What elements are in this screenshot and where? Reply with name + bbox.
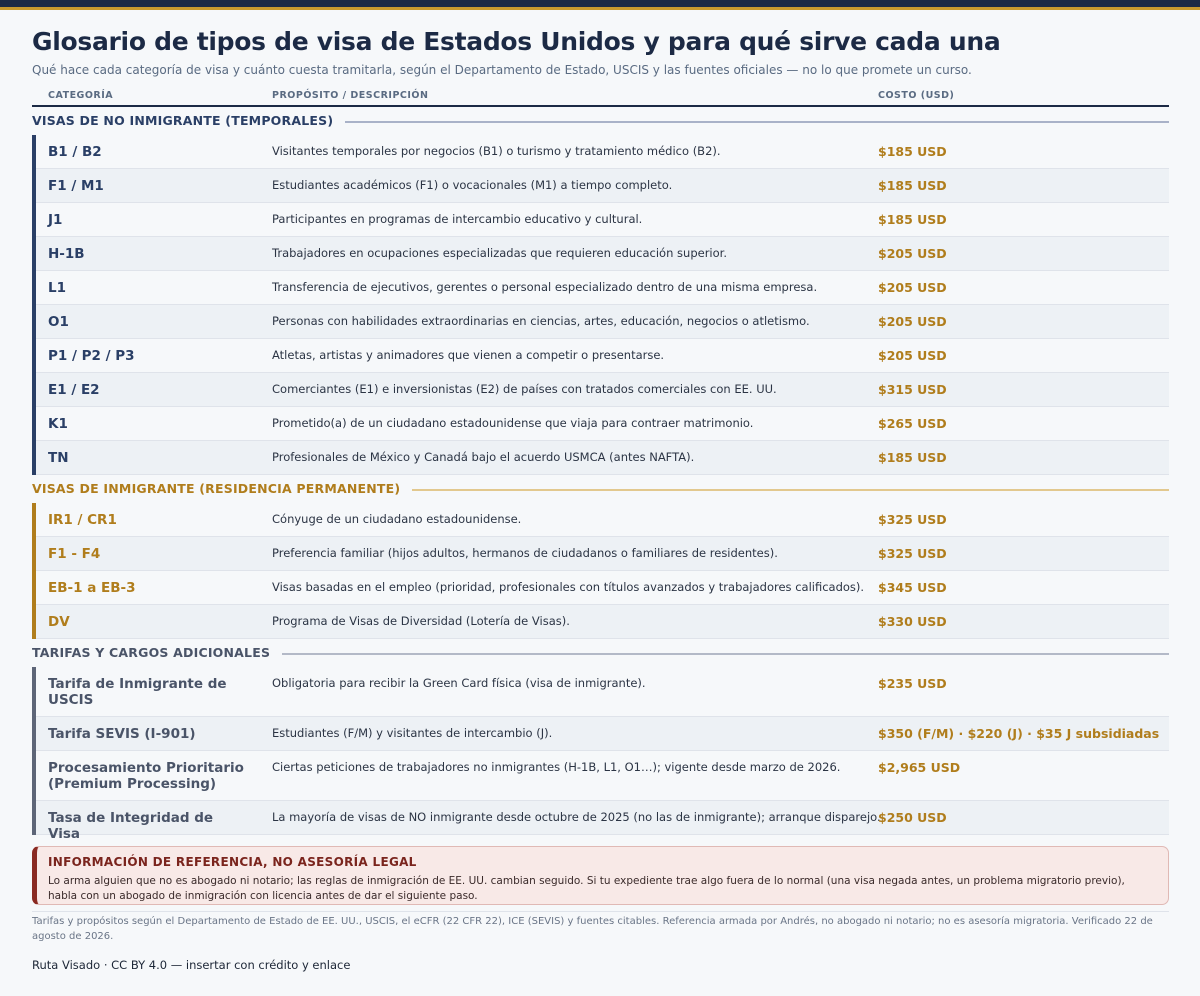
table-row — [36, 537, 1169, 571]
fee-name: Procesamiento Prioritario (Premium Processing) — [48, 760, 244, 792]
visa-cost: $325 USD — [878, 512, 947, 527]
visa-cost: $345 USD — [878, 580, 947, 595]
visa-cost: $185 USD — [878, 144, 947, 159]
visa-cost: $205 USD — [878, 314, 947, 329]
visa-description: Transferencia de ejecutivos, gerentes o personal especializado dentro de una misma empresa. — [272, 280, 818, 294]
visa-description: Prometido(a) de un ciudadano estadounidense que viaja para contraer matrimonio. — [272, 416, 754, 430]
fee-name: Tasa de Integridad de Visa — [48, 810, 214, 842]
fee-cost: $250 USD — [878, 810, 947, 825]
table-row — [36, 667, 1169, 717]
immigrant-group — [32, 503, 1169, 639]
fee-description: Ciertas peticiones de trabajadores no inmigrantes (H-1B, L1, O1…); vigente desde marzo de 2026. — [272, 760, 841, 774]
visa-cost: $205 USD — [878, 348, 947, 363]
table-row — [36, 373, 1169, 407]
visa-description: Estudiantes académicos (F1) o vocacionales (M1) a tiempo completo. — [272, 178, 673, 192]
table-row — [36, 169, 1169, 203]
visa-code: F1 - F4 — [48, 546, 101, 562]
visa-description: Atletas, artistas y animadores que vienen a competir o presentarse. — [272, 348, 665, 362]
table-row — [36, 605, 1169, 639]
fee-cost: $2,965 USD — [878, 760, 961, 775]
visa-cost: $185 USD — [878, 450, 947, 465]
fee-cost: $350 (F/M) · $220 (J) · $35 J subsidiadas — [878, 726, 1160, 741]
visa-code: P1 / P2 / P3 — [48, 348, 135, 364]
visa-cost: $325 USD — [878, 546, 947, 561]
table-row — [36, 751, 1169, 801]
nonimmigrant-group — [32, 135, 1169, 475]
table-row — [36, 441, 1169, 475]
column-category: CATEGORÍA — [48, 90, 114, 101]
visa-description: Visitantes temporales por negocios (B1) o turismo y tratamiento médico (B2). — [272, 144, 721, 158]
table-row — [36, 503, 1169, 537]
table-row — [36, 339, 1169, 373]
section-header-nonimmigrant — [32, 107, 1169, 135]
column-header — [32, 85, 1169, 107]
visa-code: L1 — [48, 280, 66, 296]
section-header-fees — [32, 639, 1169, 667]
visa-cost: $265 USD — [878, 416, 947, 431]
fee-description: La mayoría de visas de NO inmigrante desde octubre de 2025 (no las de inmigrante); arranque disparejo. — [272, 810, 881, 824]
top-bar-accent — [0, 7, 1200, 10]
visa-description: Participantes en programas de intercambio educativo y cultural. — [272, 212, 643, 226]
visa-code: EB-1 a EB-3 — [48, 580, 136, 596]
table-row — [36, 571, 1169, 605]
visa-code: O1 — [48, 314, 69, 330]
visa-description: Cónyuge de un ciudadano estadounidense. — [272, 512, 522, 526]
visa-description: Comerciantes (E1) e inversionistas (E2) de países con tratados comerciales con EE. UU. — [272, 382, 777, 396]
section-label: VISAS DE NO INMIGRANTE (TEMPORALES) — [32, 113, 345, 129]
visa-cost: $205 USD — [878, 246, 947, 261]
fees-group — [32, 667, 1169, 842]
column-purpose: PROPÓSITO / DESCRIPCIÓN — [272, 90, 429, 101]
visa-description: Profesionales de México y Canadá bajo el acuerdo USMCA (antes NAFTA). — [272, 450, 695, 464]
credit-line: Ruta Visado · CC BY 4.0 — insertar con crédito y enlace — [32, 958, 351, 972]
fee-description: Obligatoria para recibir la Green Card física (visa de inmigrante). — [272, 676, 646, 690]
visa-description: Programa de Visas de Diversidad (Lotería de Visas). — [272, 614, 570, 628]
notice-body: Lo arma alguien que no es abogado ni notario; las reglas de inmigración de EE. UU. cambian seguido. Si tu expediente trae algo fuera de lo normal (una visa negada antes, un problema migratorio previo), habla con un abogado de inmigración con licencia antes de dar el siguiente paso. — [48, 875, 1125, 902]
table-row — [36, 717, 1169, 751]
visa-description: Preferencia familiar (hijos adultos, hermanos de ciudadanos o familiares de residentes). — [272, 546, 778, 560]
visa-description: Trabajadores en ocupaciones especializadas que requieren educación superior. — [272, 246, 727, 260]
table-row — [36, 135, 1169, 169]
source-footnote: Tarifas y propósitos según el Departamento de Estado de EE. UU., USCIS, el eCFR (22 CFR 22), ICE (SEVIS) y fuentes citables. Referencia armada por Andrés, no abogado ni notario; no es asesoría migratoria. Verificado 22 de agosto de 2026. — [32, 911, 1169, 944]
visa-code: TN — [48, 450, 69, 466]
table-row — [36, 237, 1169, 271]
fee-name: Tarifa SEVIS (I-901) — [48, 726, 196, 742]
legal-notice — [32, 846, 1169, 905]
section-label: VISAS DE INMIGRANTE (RESIDENCIA PERMANENTE) — [32, 481, 412, 497]
visa-cost: $185 USD — [878, 178, 947, 193]
section-label: TARIFAS Y CARGOS ADICIONALES — [32, 645, 282, 661]
visa-cost: $330 USD — [878, 614, 947, 629]
visa-code: B1 / B2 — [48, 144, 102, 160]
fee-name: Tarifa de Inmigrante de USCIS — [48, 676, 227, 708]
column-cost: COSTO (USD) — [878, 90, 955, 101]
visa-code: E1 / E2 — [48, 382, 100, 398]
fee-description: Estudiantes (F/M) y visitantes de intercambio (J). — [272, 726, 553, 740]
visa-code: IR1 / CR1 — [48, 512, 117, 528]
table-row — [36, 271, 1169, 305]
notice-title: INFORMACIÓN DE REFERENCIA, NO ASESORÍA LEGAL — [48, 855, 417, 869]
section-header-immigrant — [32, 475, 1169, 503]
page-title: Glosario de tipos de visa de Estados Unidos y para qué sirve cada una — [32, 27, 1001, 56]
visa-code: J1 — [48, 212, 63, 228]
visa-code: H-1B — [48, 246, 85, 262]
table-row — [36, 407, 1169, 441]
table-row — [36, 305, 1169, 339]
page-subtitle: Qué hace cada categoría de visa y cuánto cuesta tramitarla, según el Departamento de Estado, USCIS y las fuentes oficiales — no lo que promete un curso. — [32, 63, 972, 77]
visa-code: F1 / M1 — [48, 178, 104, 194]
visa-description: Personas con habilidades extraordinarias en ciencias, artes, educación, negocios o atletismo. — [272, 314, 810, 328]
glossary-page — [32, 26, 1169, 972]
table-row — [36, 801, 1169, 842]
visa-cost: $185 USD — [878, 212, 947, 227]
fee-cost: $235 USD — [878, 676, 947, 691]
visa-cost: $205 USD — [878, 280, 947, 295]
visa-code: K1 — [48, 416, 68, 432]
visa-cost: $315 USD — [878, 382, 947, 397]
visa-code: DV — [48, 614, 70, 630]
table-row — [36, 203, 1169, 237]
visa-description: Visas basadas en el empleo (prioridad, profesionales con títulos avanzados y trabajadores calificados). — [272, 580, 865, 594]
